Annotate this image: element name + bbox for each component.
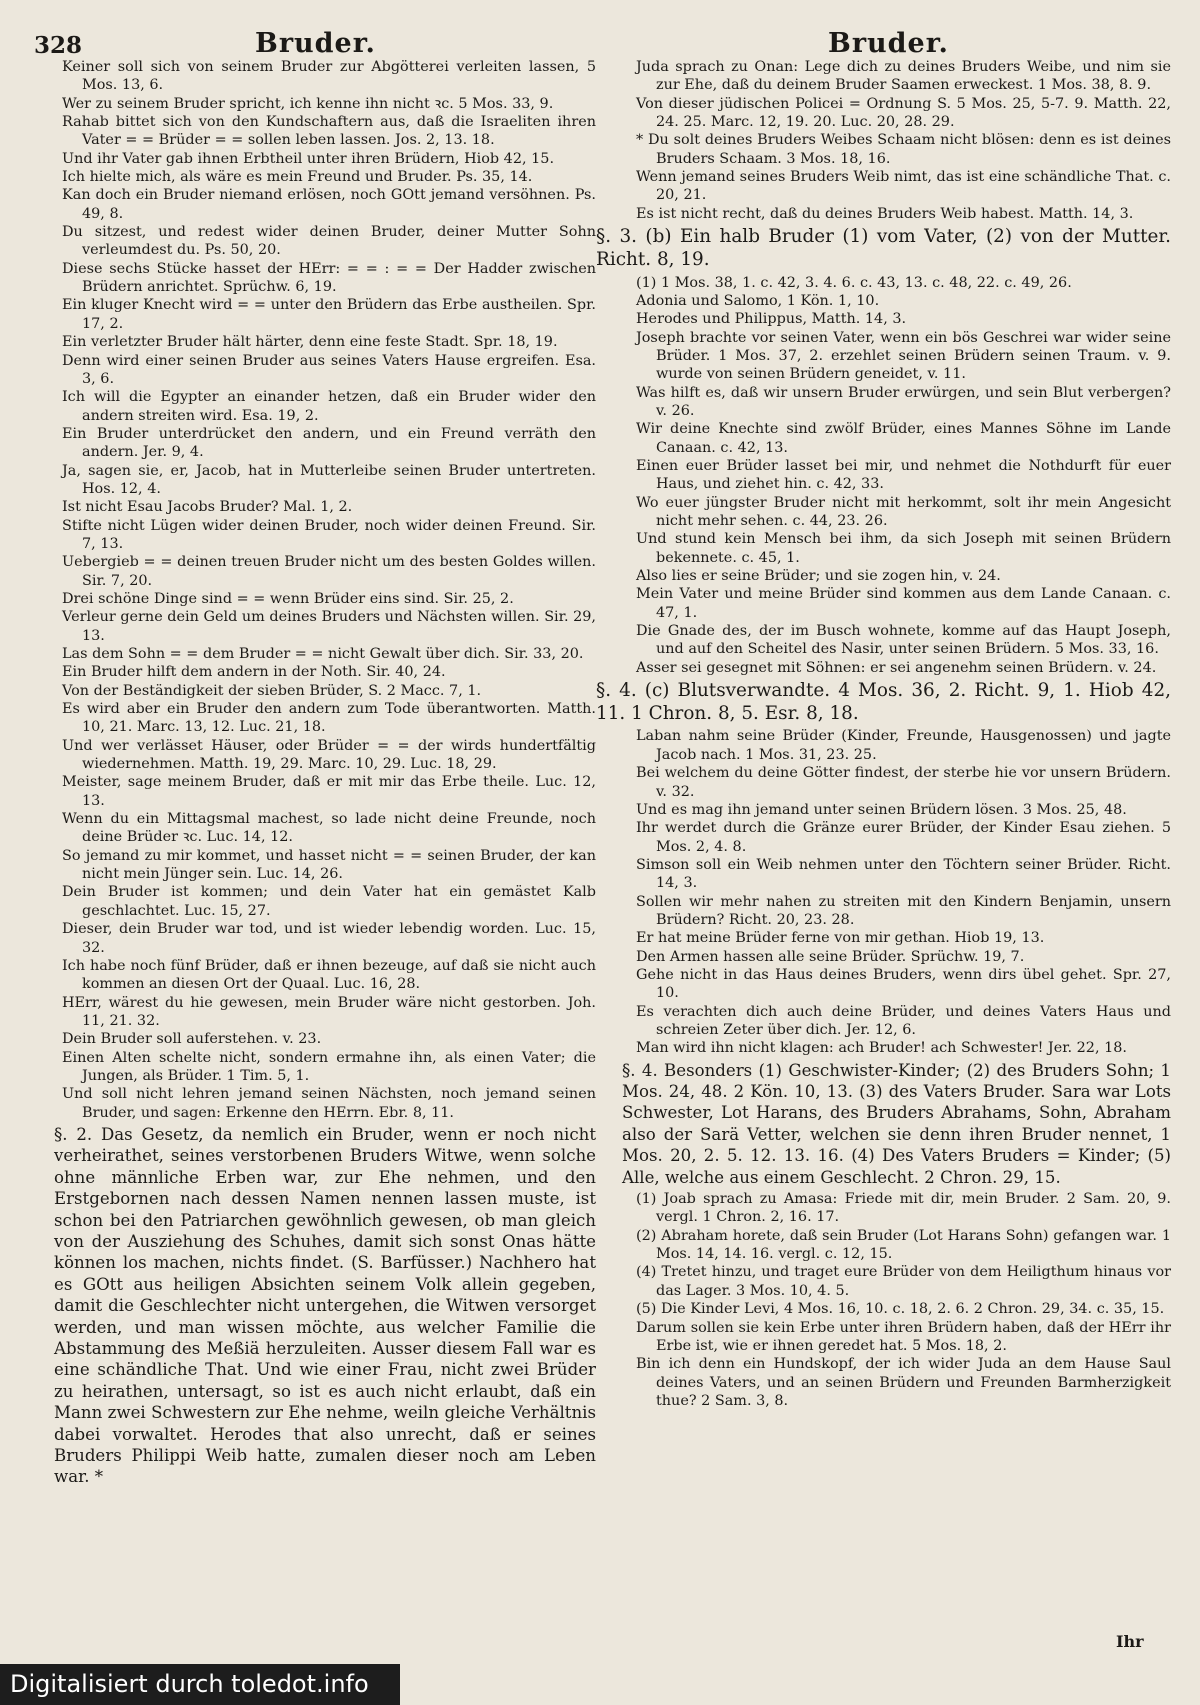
scripture-entry: (2) Abraham horete, daß sein Bruder (Lot Harans Sohn) gefangen war. 1 Mos. 14, 14. 16. vergl. c. 12, 15. xyxy=(636,1227,1171,1263)
scripture-entry: Ein kluger Knecht wird = = unter den Brüdern das Erbe austheilen. Spr. 17, 2. xyxy=(62,297,596,332)
scripture-entry: So jemand zu mir kommet, und hasset nicht = = seinen Bruder, der kan nicht mein Jünger sein. Luc. 14, 26. xyxy=(62,847,596,883)
section-paragraph: §. 3. (b) Ein halb Bruder (1) vom Vater, (2) von der Mutter. Richt. 8, 19. xyxy=(596,226,1171,271)
scripture-entry: Wir deine Knechte sind zwölf Brüder, eines Mannes Söhne im Lande Canaan. c. 42, 13. xyxy=(636,421,1171,456)
scripture-entry: Die Gnade des, der im Busch wohnete, komme auf das Haupt Joseph, und auf den Scheitel des Nasir, unter seinen Brüdern. 5 Mos. 33, 16. xyxy=(636,623,1171,658)
scripture-entry: Dein Bruder ist kommen; und dein Vater hat ein gemästet Kalb geschlachtet. Luc. 15, 27. xyxy=(62,884,596,919)
scripture-entry: Stifte nicht Lügen wider deinen Bruder, noch wider deinen Freund. Sir. 7, 13. xyxy=(62,517,596,552)
scripture-entry: Den Armen hassen alle seine Brüder. Sprüchw. 19, 7. xyxy=(636,948,1025,965)
scripture-entry: Er hat meine Brüder ferne von mir gethan. Hiob 19, 13. xyxy=(636,930,1045,947)
section-paragraph: §. 2. Das Gesetz, da nemlich ein Bruder, wenn er noch nicht verheirathet, seines verstorbenen Bruders Witwe, wenn solche ohne männliche Erben war, zur Ehe nehmen, und den Erstgebornen nach dessen Namen nennen lassen muste, ist schon bei den Patriarchen gewöhnlich gewesen, ob man gleich von der Ausziehung des Schuhes, damit sich sonst Onas hätte können los machen, nichts findet. (S. Barfüsser.) Nachhero hat es GOtt aus heiligen Absichten seinem Volk allein gegeben, damit die Geschlechter nicht untergehen, die Witwen versorget werden, und man wissen möchte, aus welcher Familie die Abstammung des Meßiä herzuleiten. Ausser diesem Fall war es eine schändliche That. Und wie einer Frau, nicht zwei Brüder zu heirathen, untersagt, so ist es auch nicht erlaubt, daß ein Mann zwei Schwestern zur Ehe nehme, weiln gleiche Verhältnis dabei vorwaltet. Herodes that also unrecht, daß er seines Bruders Philippi Weib hatte, zumalen dieser noch am Leben war. * xyxy=(54,1124,596,1487)
right-column xyxy=(596,58,1171,1410)
scripture-entry: Joseph brachte vor seinen Vater, wenn ein bös Geschrei war wider seine Brüder. 1 Mos. 37, 2. erzehlet seinen Brüdern seinen Traum. v. 9. wurde von seinen Brüdern geneidet, v. 11. xyxy=(636,329,1171,383)
scripture-entry: Von dieser jüdischen Policei = Ordnung S. 5 Mos. 25, 5-7. 9. Matth. 22, 24. 25. Marc. 12, 19. 20. Luc. 20, 28. 29. xyxy=(636,95,1171,131)
section-paragraph: §. 4. (c) Blutsverwandte. 4 Mos. 36, 2. Richt. 9, 1. Hiob 42, 11. 1 Chron. 8, 5. Esr. 8, 18. xyxy=(596,680,1171,725)
scripture-entry: Sollen wir mehr nahen zu streiten mit den Kindern Benjamin, unsern Brüdern? Richt. 20, 23. 28. xyxy=(636,893,1171,928)
scripture-entry: Adonia und Salomo, 1 Kön. 1, 10. xyxy=(636,292,880,309)
scripture-entry: Kan doch ein Bruder niemand erlösen, noch GOtt jemand versöhnen. Ps. 49, 8. xyxy=(62,187,596,222)
scripture-entry: Verleur gerne dein Geld um deines Bruders und Nächsten willen. Sir. 29, 13. xyxy=(62,609,596,644)
scripture-entry: Ist nicht Esau Jacobs Bruder? Mal. 1, 2. xyxy=(62,499,353,516)
running-head-right: Bruder. xyxy=(828,28,949,59)
scripture-entry: Gehe nicht in das Haus deines Bruders, wenn dirs übel gehet. Spr. 27, 10. xyxy=(636,966,1171,1002)
scripture-entry: Las dem Sohn = = dem Bruder = = nicht Gewalt über dich. Sir. 33, 20. xyxy=(62,646,584,662)
scripture-entry: Rahab bittet sich von den Kundschaftern aus, daß die Israeliten ihren Vater = = Brüder = = sollen leben lassen. Jos. 2, 13. 18. xyxy=(62,114,596,149)
scripture-entry: Meister, sage meinem Bruder, daß er mit mir das Erbe theile. Luc. 12, 13. xyxy=(62,774,596,809)
scripture-entry: Ja, sagen sie, er, Jacob, hat in Mutterleibe seinen Bruder untertreten. Hos. 12, 4. xyxy=(62,462,596,497)
scripture-entry: Uebergieb = = deinen treuen Bruder nicht um des besten Goldes willen. Sir. 7, 20. xyxy=(62,554,596,589)
scripture-entry: Und wer verlässet Häuser, oder Brüder = = der wirds hundertfältig wiedernehmen. Matth. 19, 29. Marc. 10, 29. Luc. 18, 29. xyxy=(62,737,596,773)
scripture-entry: Was hilft es, daß wir unsern Bruder erwürgen, und sein Blut verbergen? v. 26. xyxy=(636,384,1171,419)
scripture-entry: Ein verletzter Bruder hält härter, denn eine feste Stadt. Spr. 18, 19. xyxy=(62,334,558,351)
scripture-entry: (1) Joab sprach zu Amasa: Friede mit dir, mein Bruder. 2 Sam. 20, 9. vergl. 1 Chron. 2, 16. 17. xyxy=(636,1191,1171,1226)
scripture-entry: Mein Vater und meine Brüder sind kommen aus dem Lande Canaan. c. 47, 1. xyxy=(636,586,1171,621)
page-number: 328 xyxy=(34,32,83,59)
scripture-entry: HErr, wärest du hie gewesen, mein Bruder wäre nicht gestorben. Joh. 11, 21. 32. xyxy=(62,994,596,1029)
scripture-entry: Simson soll ein Weib nehmen unter den Töchtern seiner Brüder. Richt. 14, 3. xyxy=(636,856,1171,892)
scripture-entry: Keiner soll sich von seinem Bruder zur Abgötterei verleiten lassen, 5 Mos. 13, 6. xyxy=(62,59,596,94)
scripture-entry: Darum sollen sie kein Erbe unter ihren Brüdern haben, daß der HErr ihr Erbe ist, wie er ihnen geredet hat. 5 Mos. 18, 2. xyxy=(636,1319,1171,1354)
scripture-entry: Es wird aber ein Bruder den andern zum Tode überantworten. Matth. 10, 21. Marc. 13, 12. Luc. 21, 18. xyxy=(62,701,596,736)
scripture-entry: Du sitzest, und redest wider deinen Bruder, deiner Mutter Sohn verleumdest du. Ps. 50, 20. xyxy=(62,224,596,259)
scripture-entry: Ihr werdet durch die Gränze eurer Brüder, der Kinder Esau ziehen. 5 Mos. 2, 4. 8. xyxy=(636,820,1171,855)
scripture-entry: Man wird ihn nicht klagen: ach Bruder! ach Schwester! Jer. 22, 18. xyxy=(636,1040,1128,1057)
scripture-entry: Einen Alten schelte nicht, sondern ermahne ihn, als einen Vater; die Jungen, als Brüder. 1 Tim. 5, 1. xyxy=(62,1049,596,1084)
scripture-entry: Diese sechs Stücke hasset der HErr: = = : = = Der Hadder zwischen Brüdern anrichtet. Sprüchw. 6, 19. xyxy=(62,260,596,296)
running-head-left: Bruder. xyxy=(255,28,376,59)
scripture-entry: Und ihr Vater gab ihnen Erbtheil unter ihren Brüdern, Hiob 42, 15. xyxy=(62,150,555,167)
scripture-entry: Und soll nicht lehren jemand seinen Nächsten, noch jemand seinen Bruder, und sagen: Erkenne den HErrn. Ebr. 8, 11. xyxy=(62,1086,596,1121)
scripture-entry: Und es mag ihn jemand unter seinen Brüdern lösen. 3 Mos. 25, 48. xyxy=(636,801,1127,818)
left-column xyxy=(54,58,596,1490)
scripture-entry: Ein Bruder hilft dem andern in der Noth. Sir. 40, 24. xyxy=(62,664,446,681)
scripture-entry: Und stund kein Mensch bei ihm, da sich Joseph mit seinen Brüdern bekennete. c. 45, 1. xyxy=(636,531,1171,566)
scripture-entry: Ich will die Egypter an einander hetzen, daß ein Bruder wider den andern streiten wird. Esa. 19, 2. xyxy=(62,389,596,424)
scripture-entry: Bei welchem du deine Götter findest, der sterbe hie vor unsern Brüdern. v. 32. xyxy=(636,765,1171,800)
scripture-entry: (4) Tretet hinzu, und traget eure Brüder von dem Heiligthum hinaus vor das Lager. 3 Mos. 10, 4. 5. xyxy=(636,1264,1171,1299)
scripture-entry: Herodes und Philippus, Matth. 14, 3. xyxy=(636,311,907,328)
scripture-entry: Wenn jemand seines Bruders Weib nimt, das ist eine schändliche That. c. 20, 21. xyxy=(636,169,1171,204)
scripture-entry: Wer zu seinem Bruder spricht, ich kenne ihn nicht ꝛc. 5 Mos. 33, 9. xyxy=(62,95,554,112)
scripture-entry: Ich habe noch fünf Brüder, daß er ihnen bezeuge, auf daß sie nicht auch kommen an diesen Ort der Quaal. Luc. 16, 28. xyxy=(62,957,596,993)
catchword: Ihr xyxy=(1116,1632,1144,1651)
section-paragraph: §. 4. Besonders (1) Geschwister-Kinder; (2) des Bruders Sohn; 1 Mos. 24, 48. 2 Kön. 10, 13. (3) des Vaters Bruder. Sara war Lots Schwester, Lot Harans, des Bruders Abrahams, Sohn, Abraham also der Sarä Vetter, welchen sie denn ihren Bruder nennet, 1 Mos. 20, 2. 5. 12. 13. 16. (4) Des Vaters Bruders = Kinder; (5) Alle, welche aus einem Geschlecht. 2 Chron. 29, 15. xyxy=(622,1060,1171,1187)
scripture-entry: Es ist nicht recht, daß du deines Bruders Weib habest. Matth. 14, 3. xyxy=(636,205,1134,222)
scripture-entry: (5) Die Kinder Levi, 4 Mos. 16, 10. c. 18, 2. 6. 2 Chron. 29, 34. c. 35, 15. xyxy=(636,1301,1165,1318)
scripture-entry: Ich hielte mich, als wäre es mein Freund und Bruder. Ps. 35, 14. xyxy=(62,169,533,186)
scripture-entry: Wenn du ein Mittagsmal machest, so lade nicht deine Freunde, noch deine Brüder ꝛc. Luc. 14, 12. xyxy=(62,811,596,846)
scripture-entry: Dein Bruder soll auferstehen. v. 23. xyxy=(62,1031,322,1048)
scripture-entry: Einen euer Brüder lasset bei mir, und nehmet die Nothdurft für euer Haus, und ziehet hin. c. 42, 33. xyxy=(636,457,1171,493)
scripture-entry: Es verachten dich auch deine Brüder, und deines Vaters Haus und schreien Zeter über dich. Jer. 12, 6. xyxy=(636,1003,1171,1038)
scripture-entry: Drei schöne Dinge sind = = wenn Brüder eins sind. Sir. 25, 2. xyxy=(62,590,514,607)
scripture-entry: Laban nahm seine Brüder (Kinder, Freunde, Hausgenossen) und jagte Jacob nach. 1 Mos. 31, 23. 25. xyxy=(636,728,1171,763)
scripture-entry: * Du solt deines Bruders Weibes Schaam nicht blösen: denn es ist deines Bruders Schaam. 3 Mos. 18, 16. xyxy=(636,132,1171,167)
scripture-entry: Asser sei gesegnet mit Söhnen: er sei angenehm seinen Brüdern. v. 24. xyxy=(636,659,1157,676)
scripture-entry: Von der Beständigkeit der sieben Brüder, S. 2 Macc. 7, 1. xyxy=(62,682,482,699)
scripture-entry: Ein Bruder unterdrücket den andern, und ein Freund verräth den andern. Jer. 9, 4. xyxy=(62,425,596,461)
scripture-entry: Also lies er seine Brüder; und sie zogen hin, v. 24. xyxy=(636,568,1001,584)
scripture-entry: Bin ich denn ein Hundskopf, der ich wider Juda an dem Hause Saul deines Vaters, und an seinen Brüdern und Freunden Barmherzigkeit thue? 2 Sam. 3, 8. xyxy=(636,1356,1171,1409)
scripture-entry: Denn wird einer seinen Bruder aus seines Vaters Hause ergreifen. Esa. 3, 6. xyxy=(62,352,596,387)
scripture-entry: Dieser, dein Bruder war tod, und ist wieder lebendig worden. Luc. 15, 32. xyxy=(62,921,596,956)
digitization-credit-banner: Digitalisiert durch toledot.info xyxy=(0,1664,400,1705)
scripture-entry: (1) 1 Mos. 38, 1. c. 42, 3. 4. 6. c. 43, 13. c. 48, 22. c. 49, 26. xyxy=(636,274,1072,291)
scripture-entry: Juda sprach zu Onan: Lege dich zu deines Bruders Weibe, und nim sie zur Ehe, daß du deinem Bruder Saamen erweckest. 1 Mos. 38, 8. 9. xyxy=(636,59,1171,94)
scripture-entry: Wo euer jüngster Bruder nicht mit herkommt, solt ihr mein Angesicht nicht mehr sehen. c. 44, 23. 26. xyxy=(636,494,1171,529)
